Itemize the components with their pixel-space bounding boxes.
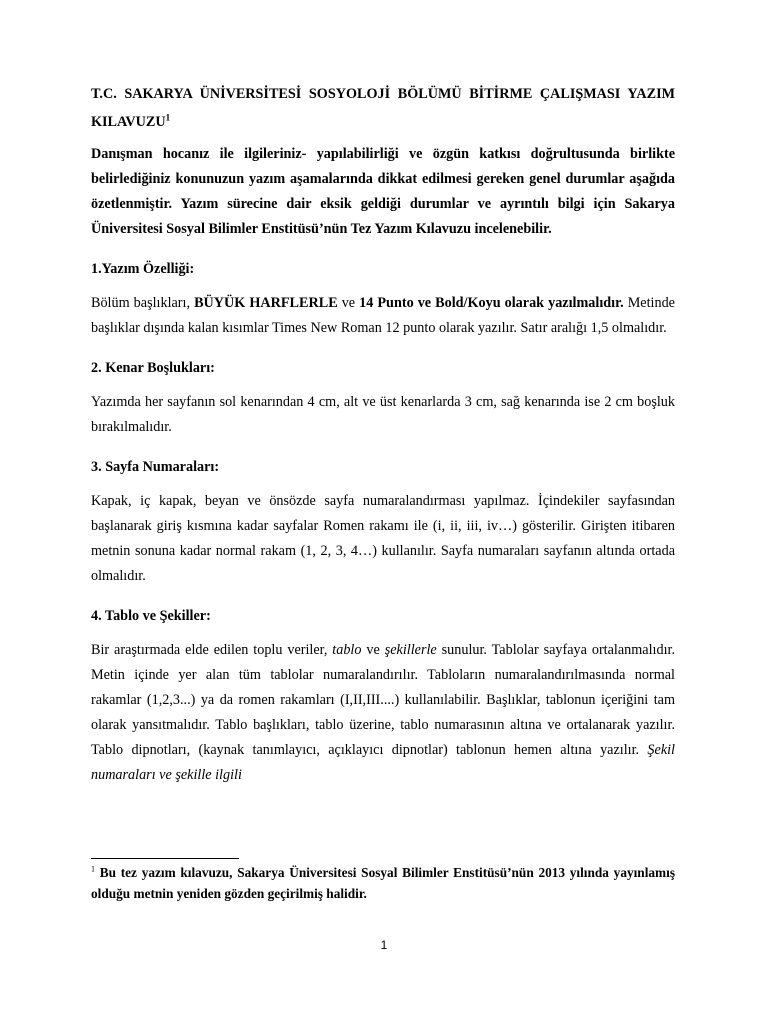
section-body-kenar-bosluklari: Yazımda her sayfanın sol kenarından 4 cm, alt ve üst kenarlarda 3 cm, sağ kenarında ise 2 cm boşluk bırakılmalıdır.	[91, 394, 675, 435]
document-title	[91, 80, 675, 136]
section-body-yazim-ozelligi	[91, 291, 675, 341]
text-run: Bir araştırmada elde edilen toplu veriler,	[91, 642, 333, 658]
section-heading-yazim-ozelligi: 1.Yazım Özelliği:	[91, 261, 195, 277]
italic-run: tablo	[332, 642, 362, 658]
italic-run: şekillerle	[384, 642, 437, 658]
title-text: T.C. SAKARYA ÜNİVERSİTESİ SOSYOLOJİ BÖLÜMÜ BİTİRME ÇALIŞMASI YAZIM KILAVUZU	[91, 86, 675, 130]
page-content	[91, 80, 675, 788]
text-run: ve	[337, 295, 360, 311]
bold-run: BÜYÜK HARFLERLE	[194, 295, 338, 311]
page-number: 1	[380, 938, 388, 952]
bold-run: 14 Punto ve Bold/Koyu olarak yazılmalıdır.	[359, 295, 624, 311]
text-run: Bölüm başlıkları,	[91, 295, 195, 311]
intro-paragraph: Danışman hocanız ile ilgileriniz- yapılabilirliği ve özgün katkısı doğrultusunda birlikte belirlediğiniz konunuzun yazım aşamalarında dikkat edilmesi gereken genel durumlar aşağıda özetlenmiştir. Yazım sürecine dair eksik geldiği durumlar ve ayrıntılı bilgi için Sakarya Üniversitesi Sosyal Bilimler Enstitüsü’nün Tez Yazım Kılavuzu incelenebilir.	[91, 146, 675, 237]
text-run: ve	[361, 642, 385, 658]
section-body-tablo-ve-sekiller	[91, 638, 675, 788]
section-heading-tablo-ve-sekiller: 4. Tablo ve Şekiller:	[91, 608, 211, 624]
italic-run: Şekil numaraları ve şekille ilgili	[91, 742, 675, 783]
footnote-text: Bu tez yazım kılavuzu, Sakarya Üniversitesi Sosyal Bilimler Enstitüsü’nün 2013 yılında yayınlamış olduğu metnin yeniden gözden geçirilmiş halidir.	[91, 865, 675, 901]
footnote-divider	[91, 858, 239, 859]
text-run: sunulur. Tablolar sayfaya ortalanmalıdır. Metin içinde yer alan tüm tablolar numaralandırılır. Tabloların numaralandırılmasında normal rakamlar (1,2,3...) ya da romen rakamları (I,II,III....) kullanılabilir. Başlıklar, tablonun içeriğini tam olarak yansıtmalıdır. Tablo başlıkları, tablo üzerine, tablo numarasının altına ve ortalanarak yazılır. Tablo dipnotları, (kaynak tanımlayıcı, açıklayıcı dipnotlar) tablonun hemen altına yazılır.	[91, 642, 675, 758]
section-body-sayfa-numaralari: Kapak, iç kapak, beyan ve önsözde sayfa numaralandırması yapılmaz. İçindekiler sayfasından başlanarak giriş kısmına kadar sayfalar Romen rakamı ile (i, ii, iii, iv…) gösterilir. Girişten itibaren metnin sonuna kadar normal rakam (1, 2, 3, 4…) kullanılır. Sayfa numaraları sayfanın altında ortada olmalıdır.	[91, 493, 675, 584]
footnote	[91, 862, 675, 904]
section-heading-sayfa-numaralari: 3. Sayfa Numaraları:	[91, 459, 220, 475]
section-heading-kenar-bosluklari: 2. Kenar Boşlukları:	[91, 360, 215, 376]
footnote-ref: 1	[91, 864, 95, 874]
title-footnote-ref: 1	[165, 112, 171, 123]
text-run: Metinde başlıklar dışında kalan kısımlar Times New Roman 12 punto olarak yazılır. Satır aralığı 1,5 olmalıdır.	[91, 295, 675, 336]
